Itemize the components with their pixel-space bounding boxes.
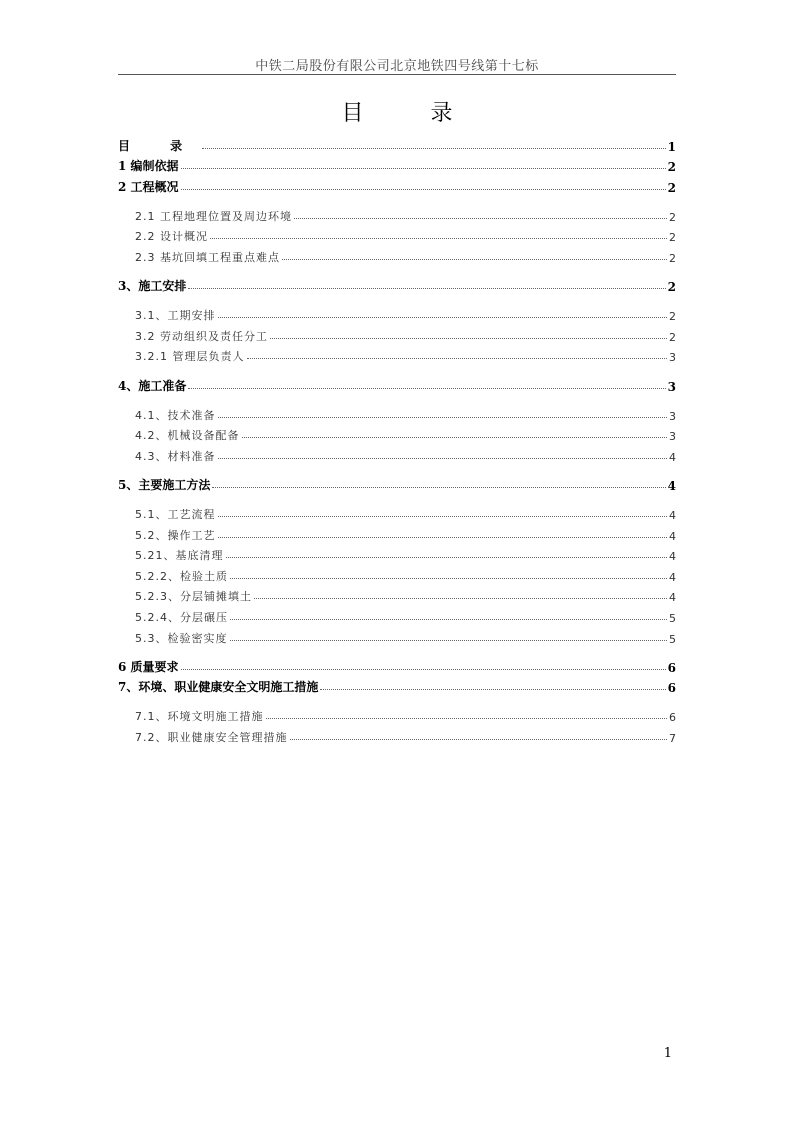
toc-entry[interactable]	[118, 323, 676, 344]
toc-leader-dots	[294, 218, 667, 219]
toc-leader-dots	[226, 557, 668, 558]
toc-entry-page: 6	[667, 660, 676, 675]
toc-entry-page: 1	[667, 139, 676, 154]
toc-entry-page: 2	[669, 330, 676, 344]
toc-entry-page: 2	[669, 310, 676, 324]
toc-entry-page: 7	[669, 731, 676, 745]
toc-entry-label: 3.2.1 管理层负责人	[135, 350, 245, 364]
toc-entry-page: 4	[667, 478, 676, 493]
toc-entry-label: 5.3、检验密实度	[135, 631, 228, 645]
toc-entry[interactable]	[118, 675, 676, 696]
toc-entry-label: 2.1 工程地理位置及周边环境	[135, 209, 292, 223]
toc-entry-page: 3	[669, 351, 676, 365]
toc-leader-dots	[218, 537, 668, 538]
toc-entry-label: 5.2、操作工艺	[135, 528, 216, 542]
toc-entry-label: 2 工程概况	[118, 179, 179, 194]
page-number: 1	[663, 1046, 672, 1061]
toc-entry[interactable]	[118, 563, 676, 584]
toc-leader-dots	[181, 669, 666, 670]
toc-entry-page: 3	[669, 409, 676, 423]
table-of-contents	[118, 133, 676, 745]
toc-entry[interactable]	[118, 274, 676, 295]
toc-leader-dots	[218, 417, 668, 418]
toc-entry[interactable]	[118, 604, 676, 625]
toc-entry[interactable]	[118, 501, 676, 522]
toc-entry-label: 1 编制依据	[118, 159, 179, 174]
toc-leader-dots	[181, 168, 666, 169]
page-title: 目 录	[341, 101, 483, 126]
toc-entry[interactable]	[118, 472, 676, 493]
toc-entry-page: 4	[669, 591, 676, 605]
toc-leader-dots	[210, 238, 667, 239]
toc-entry-page: 5	[669, 611, 676, 625]
toc-leader-dots	[247, 358, 668, 359]
toc-entry-label: 4.1、技术准备	[135, 408, 216, 422]
toc-leader-dots	[270, 338, 667, 339]
toc-entry[interactable]	[118, 724, 676, 745]
toc-entry-page: 2	[667, 280, 676, 295]
toc-entry[interactable]	[118, 443, 676, 464]
toc-entry[interactable]	[118, 584, 676, 605]
toc-leader-dots	[320, 689, 665, 690]
toc-leader-dots	[218, 317, 668, 318]
toc-entry-label: 5.21、基底清理	[135, 549, 224, 563]
toc-entry-label: 4.2、机械设备配备	[135, 429, 240, 443]
toc-entry-label: 目 录	[118, 138, 201, 153]
toc-leader-dots	[218, 458, 668, 459]
toc-entry-label: 3.2 劳动组织及责任分工	[135, 329, 268, 343]
toc-entry[interactable]	[118, 174, 676, 195]
toc-leader-dots	[218, 516, 668, 517]
toc-entry[interactable]	[118, 402, 676, 423]
toc-entry[interactable]	[118, 154, 676, 175]
toc-entry-label: 5、主要施工方法	[118, 477, 211, 492]
toc-entry[interactable]	[118, 543, 676, 564]
toc-entry-page: 2	[669, 210, 676, 224]
toc-entry[interactable]	[118, 423, 676, 444]
toc-entry-label: 5.2.2、检验土质	[135, 569, 228, 583]
toc-entry[interactable]	[118, 224, 676, 245]
toc-entry-page: 4	[669, 550, 676, 564]
toc-leader-dots	[188, 288, 665, 289]
toc-entry-label: 6 质量要求	[118, 659, 179, 674]
toc-entry-page: 2	[669, 231, 676, 245]
toc-entry[interactable]	[118, 704, 676, 725]
toc-entry-page: 3	[667, 379, 676, 394]
toc-entry[interactable]	[118, 344, 676, 365]
toc-entry[interactable]	[118, 522, 676, 543]
toc-entry-page: 4	[669, 509, 676, 522]
toc-entry-page: 4	[669, 529, 676, 543]
toc-entry-label: 5.2.3、分层铺摊填土	[135, 590, 252, 604]
toc-entry-label: 7、环境、职业健康安全文明施工措施	[118, 680, 319, 695]
toc-leader-dots	[230, 578, 667, 579]
toc-entry-label: 3.1、工期安排	[135, 309, 216, 323]
toc-entry-label: 2.2 设计概况	[135, 230, 208, 244]
toc-entry-label: 7.2、职业健康安全管理措施	[135, 730, 288, 744]
toc-leader-dots	[202, 148, 665, 149]
toc-leader-dots	[242, 437, 668, 438]
toc-entry-page: 2	[669, 252, 676, 266]
toc-entry-page: 3	[669, 430, 676, 444]
toc-entry-page: 4	[669, 450, 676, 464]
toc-entry[interactable]	[118, 244, 676, 265]
page-header: 中铁二局股份有限公司北京地铁四号线第十七标	[255, 59, 539, 74]
toc-leader-dots	[266, 718, 668, 719]
toc-entry-page: 6	[667, 681, 676, 696]
toc-entry-label: 3、施工安排	[118, 279, 187, 294]
toc-entry-page: 6	[669, 711, 676, 725]
toc-leader-dots	[181, 189, 666, 190]
toc-leader-dots	[188, 388, 665, 389]
toc-entry-label: 2.3 基坑回填工程重点难点	[135, 251, 280, 265]
toc-entry-page: 2	[667, 160, 676, 175]
toc-entry-page: 4	[669, 570, 676, 584]
toc-entry-label: 5.1、工艺流程	[135, 508, 216, 521]
toc-leader-dots	[230, 640, 668, 641]
toc-leader-dots	[254, 598, 667, 599]
toc-entry-label: 4、施工准备	[118, 378, 187, 393]
toc-entry[interactable]	[118, 373, 676, 394]
toc-entry[interactable]	[118, 303, 676, 324]
header-rule	[118, 74, 676, 75]
toc-entry-label: 7.1、环境文明施工措施	[135, 710, 264, 724]
toc-entry[interactable]	[118, 625, 676, 646]
toc-leader-dots	[212, 487, 665, 488]
toc-entry-page: 5	[669, 632, 676, 646]
toc-leader-dots	[230, 619, 667, 620]
toc-entry[interactable]	[118, 654, 676, 675]
toc-entry[interactable]	[118, 203, 676, 224]
toc-entry-page: 2	[667, 180, 676, 195]
toc-leader-dots	[290, 739, 668, 740]
toc-leader-dots	[282, 259, 667, 260]
toc-entry-label: 4.3、材料准备	[135, 449, 216, 463]
toc-entry[interactable]	[118, 133, 676, 154]
toc-entry-label: 5.2.4、分层碾压	[135, 610, 228, 624]
